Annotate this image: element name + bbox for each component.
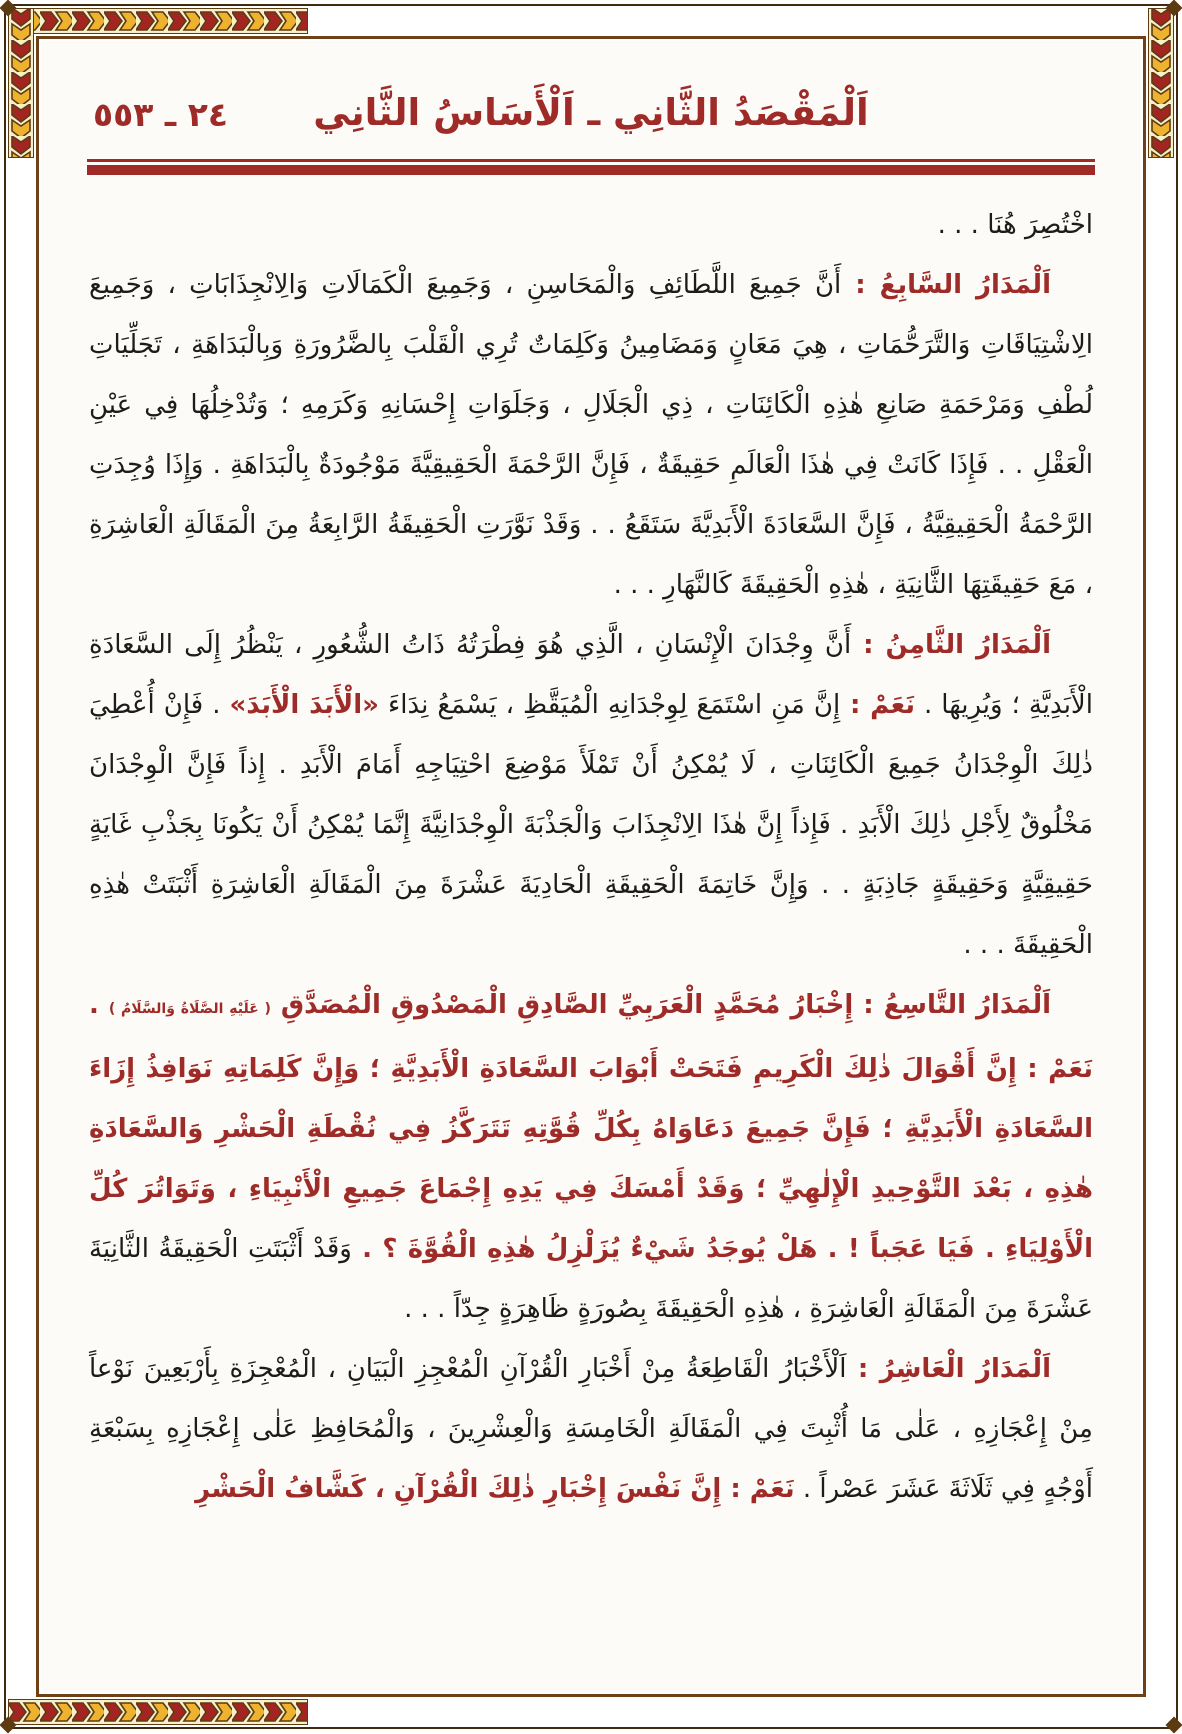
madar-9-body-3: وَقَدْ أَثْبَتَتِ الْحَقِيقَةُ الثَّانِيَةَ عَشْرَةَ مِنَ الْمَقَالَةِ الْعَاشِرَةِ ، هٰذِهِ الْحَقِيقَةَ بِصُورَةٍ ظَاهِرَةٍ جِدّاً . . .: [89, 1234, 1093, 1324]
madar-7-body: أَنَّ جَمِيعَ اللَّطَائِفِ وَالْمَحَاسِنِ ، وَجَمِيعَ الْكَمَالَاتِ وَالِانْجِذَابَاتِ ، وَجَمِيعَ الِاشْتِيَاقَاتِ وَالتَّرَحُّمَاتِ ، هِيَ مَعَانٍ وَمَضَامِينُ وَكَلِمَاتٌ تُرِي الْقَلْبَ بِالضَّرُورَةِ وَبِالْبَدَاهَةِ ، تَجَلِّيَاتِ لُطْفِ وَمَرْحَمَةِ صَانِعِ هٰذِهِ الْكَائِنَاتِ ، ذِي الْجَلَالِ ، وَجَلَوَاتِ إِحْسَانِهِ وَكَرَمِهِ ؛ وَتُدْخِلُهَا فِي عَيْنِ الْعَقْلِ . . فَإِذَا كَانَتْ فِي هٰذَا الْعَالَمِ حَقِيقَةٌ ، فَإِنَّ الرَّحْمَةَ الْحَقِيقِيَّةَ مَوْجُودَةٌ بِالْبَدَاهَةِ . وَإِذَا وُجِدَتِ الرَّحْمَةُ الْحَقِيقِيَّةُ ، فَإِنَّ السَّعَادَةَ الْأَبَدِيَّةَ سَتَقَعُ . . وَقَدْ نَوَّرَتِ الْحَقِيقَةُ الرَّابِعَةُ مِنَ الْمَقَالَةِ الْعَاشِرَةِ ، مَعَ حَقِيقَتِهَا الثَّانِيَةِ ، هٰذِهِ الْحَقِيقَةَ كَالنَّهَارِ . . .: [89, 270, 1093, 600]
madar-8-body-2: إِنَّ مَنِ اسْتَمَعَ لِوِجْدَانِهِ الْمُيَقَّظِ ، يَسْمَعُ نِدَاءَ: [378, 690, 841, 720]
page-content: [41, 41, 1141, 1692]
madar-8-naam: نَعَمْ :: [840, 690, 916, 720]
ornamental-border-top: [8, 8, 308, 34]
ornamental-border-left: [8, 8, 34, 158]
madar-8-heading: اَلْمَدَارُ الثَّامِنُ :: [851, 630, 1051, 660]
paragraph-intro: [89, 195, 1093, 255]
madar-10-heading: اَلْمَدَارُ الْعَاشِرُ :: [846, 1354, 1051, 1384]
madar-10-body-1: اَلْأَخْبَارُ الْقَاطِعَةُ مِنْ أَخْبَارِ الْقُرْآنِ الْمُعْجِزِ الْبَيَانِ ، الْمُعْجِزَةِ بِأَرْبَعِينَ نَوْعاً مِنْ إِعْجَازِهِ ، عَلٰى مَا أُثْبِتَ فِي الْمَقَالَةِ الْخَامِسَةِ وَالْعِشْرِينَ ، وَالْمُحَافِظِ عَلٰى إِعْجَازِهِ بِسَبْعَةِ أَوْجُهٍ فِي ثَلَاثَةَ عَشَرَ عَصْراً .: [89, 1354, 1093, 1504]
paragraph-madar-9: [89, 975, 1093, 1339]
ornamental-border-right: [1148, 8, 1174, 158]
madar-9-body-2: . نَعَمْ : إِنَّ أَقْوَالَ ذٰلِكَ الْكَرِيمِ فَتَحَتْ أَبْوَابَ السَّعَادَةِ الْأَبَدِيَّةِ ؛ وَإِنَّ كَلِمَاتِهِ نَوَافِذُ إِزَاءَ السَّعَادَةِ الْأَبَدِيَّةِ ؛ فَإِنَّ جَمِيعَ دَعَاوَاهُ بِكُلِّ قُوَّتِهِ تَتَرَكَّزُ فِي نُقْطَةِ الْحَشْرِ وَالسَّعَادَةِ هٰذِهِ ، بَعْدَ التَّوْحِيدِ الْإِلٰهِيِّ ؛ وَقَدْ أَمْسَكَ فِي يَدِهِ إِجْمَاعَ جَمِيعِ الْأَنْبِيَاءِ ، وَتَوَاتُرَ كُلِّ الْأَوْلِيَاءِ . فَيَا عَجَباً ! . هَلْ يُوجَدُ شَيْءٌ يُزَلْزِلُ هٰذِهِ الْقُوَّةَ ؟ .: [89, 990, 1093, 1264]
intro-text: اخْتُصِرَ هُنَا . . .: [937, 210, 1093, 240]
paragraph-madar-8: [89, 615, 1093, 975]
salawat-symbol: ( عَلَيْهِ الصَّلَاةُ وَالسَّلَامُ ): [108, 1001, 271, 1017]
paragraph-madar-10: [89, 1339, 1093, 1519]
page-header: [41, 83, 1141, 149]
madar-9-body-1: إِخْبَارُ مُحَمَّدٍ الْعَرَبِيِّ الصَّادِقِ الْمَصْدُوقِ الْمُصَدَّقِ: [270, 990, 854, 1020]
madar-10-body-2: نَعَمْ : إِنَّ نَفْسَ إِخْبَارِ ذٰلِكَ الْقُرْآنِ ، كَشَّافُ الْحَشْرِ: [195, 1474, 795, 1504]
madar-7-heading: اَلْمَدَارُ السَّابِعُ :: [841, 270, 1051, 300]
corner-finial-icon: [1166, 1717, 1182, 1734]
paragraph-madar-7: [89, 255, 1093, 615]
page-number: ٢٤ ـ ٥٥٣: [93, 95, 228, 134]
ornamental-border-bottom: [8, 1699, 308, 1725]
madar-8-body-3: . فَإِنْ أُعْطِيَ ذٰلِكَ الْوِجْدَانُ جَمِيعَ الْكَائِنَاتِ ، لَا يُمْكِنُ أَنْ تَمْلَأَ مَوْضِعَ احْتِيَاجِهِ أَمَامَ الْأَبَدِ . إِذاً فَإِنَّ الْوِجْدَانَ مَخْلُوقٌ لِأَجْلِ ذٰلِكَ الْأَبَدِ . فَإِذاً إِنَّ هٰذَا الِانْجِذَابَ وَالْجَذْبَةَ الْوِجْدَانِيَّةَ إِنَّمَا يُمْكِنُ أَنْ يَكُونَا بِجَذْبِ غَايَةٍ حَقِيقِيَّةٍ وَحَقِيقَةٍ جَاذِبَةٍ . . وَإِنَّ خَاتِمَةَ الْحَقِيقَةِ الْحَادِيَةَ عَشْرَةَ مِنَ الْمَقَالَةِ الْعَاشِرَةِ أَثْبَتَتْ هٰذِهِ الْحَقِيقَةَ . . .: [89, 690, 1093, 960]
header-divider-rule: [87, 159, 1095, 175]
madar-8-body-1: أَنَّ وِجْدَانَ الْإِنْسَانِ ، الَّذِي هُوَ فِطْرَتُهُ ذَاتُ الشُّعُورِ ، يَنْظُرُ إِلَى السَّعَادَةِ الْأَبَدِيَّةِ ؛ وَيُرِيهَا .: [89, 630, 1093, 720]
madar-8-abad-quote: «الْأَبَدَ الْأَبَدَ»: [229, 690, 379, 720]
page-title: اَلْمَقْصَدُ الثَّانِي ـ اَلْأَسَاسُ الثَّانِي: [313, 91, 869, 134]
body-text: [41, 175, 1141, 1519]
madar-9-heading: اَلْمَدَارُ التَّاسِعُ :: [853, 990, 1051, 1020]
